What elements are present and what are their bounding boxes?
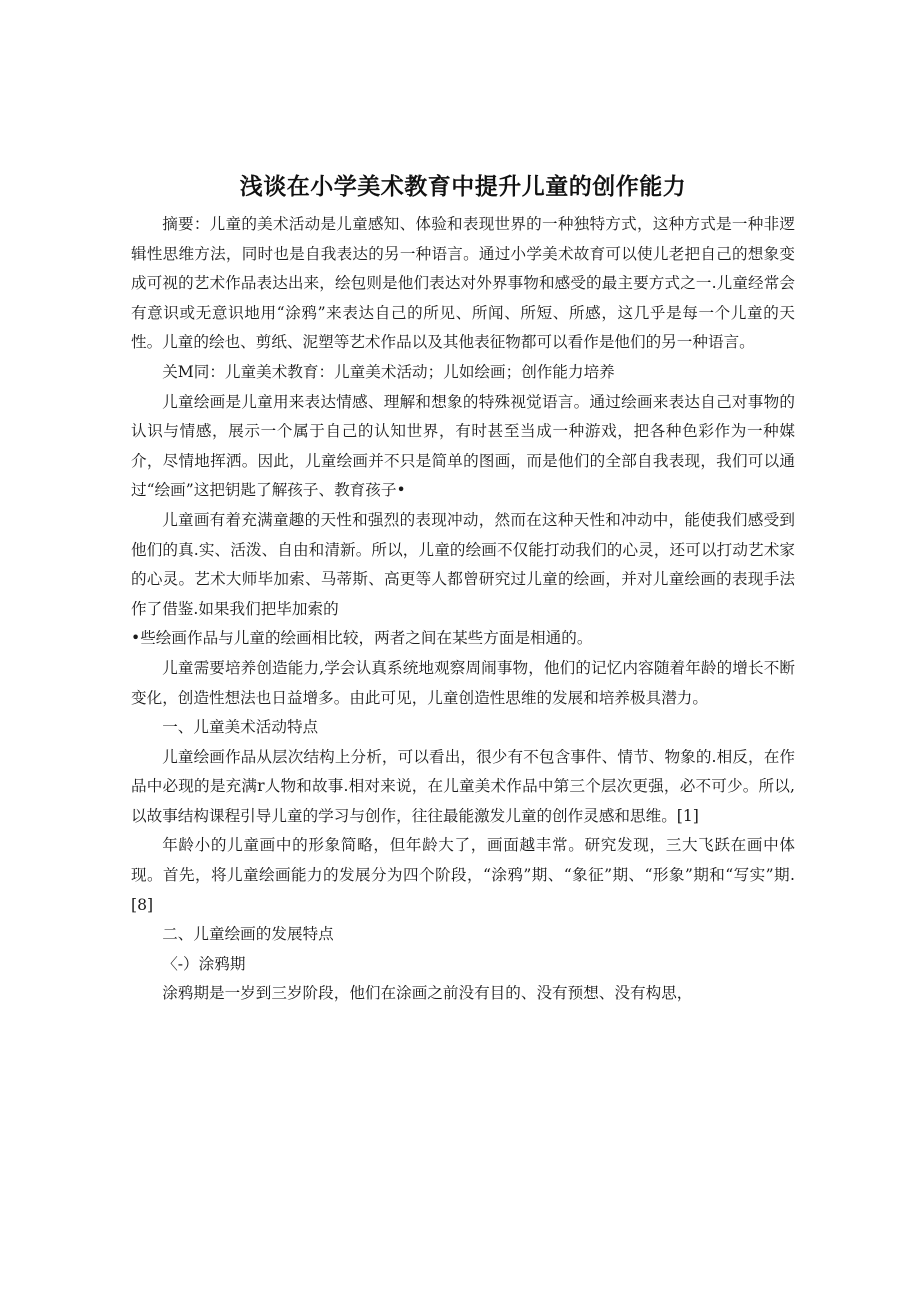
keywords-paragraph: 关M同：儿童美术教育：儿童美术活动；儿如绘画；创作能力培养 xyxy=(162,362,615,381)
body-paragraph-1: 儿童绘画是儿童用来表达情感、理解和想象的特殊视觉语言。通过绘画来表达自己对事物的认识与情感，展示一个属于自己的认知世界，有时甚至当成一种游戏，把各种色彩作为一种媒介，尽情地挥洒。因此，儿童绘画并不只是简单的图画，而是他们的全部自我表现，我们可以通过“绘画”这把钥匙了解孩子、教育孩子• xyxy=(131,392,795,500)
section-heading-2: 二、儿童绘画的发展特点 xyxy=(162,925,334,944)
subsection-heading-1: 〈-）涂鸦期 xyxy=(162,954,246,973)
body-paragraph-6: 涂鸦期是一岁到三岁阶段，他们在涂画之前没有目的、没有预想、没有构思， xyxy=(162,984,693,1003)
body-paragraph-2: 儿童画有着充满童趣的天性和强烈的表现冲动，然而在这种天性和冲动中，能使我们感受到他们的真.实、活泼、自由和清新。所以，儿童的绘画不仅能打动我们的心灵，还可以打动艺术家的心灵。艺术大师毕加索、马蒂斯、高更等人都曾研究过儿童的绘画，并对儿童绘画的表现手法作了借鉴.如果我们把毕加索的 xyxy=(131,510,795,618)
section-heading-1: 一、儿童美术活动特点 xyxy=(162,718,319,737)
document-title: 浅谈在小学美术教育中提升儿童的创作能力 xyxy=(239,174,687,200)
body-paragraph-5: 年龄小的儿童画中的形象简略，但年龄大了，画面越丰常。研究发现，三大飞跃在画中体现。首先，将儿童绘画能力的发展分为四个阶段，“涂鸦”期、“象征”期、“形象”期和“写实”期.[8] xyxy=(131,836,795,914)
body-paragraph-3: 儿童需要培养创造能力,学会认真系统地观察周闹事物，他们的记忆内容随着年龄的增长不断变化，创造性想法也日益增多。由此可见，儿童创造性思维的发展和培养极具潜力。 xyxy=(131,658,795,707)
abstract-paragraph: 摘要：儿童的美术活动是儿童感知、体验和表现世界的一种独特方式，这种方式是一种非逻辑性思维方法，同时也是自我表达的另一种语言。通过小学美术故育可以使儿老把自己的想象变成可视的艺术作品表达出来，绘包则是他们表达对外界事物和感受的最主要方式之一.儿童经常会有意识或无意识地用“涂鸦”来表达自己的所见、所闻、所短、所感，这几乎是每一个儿童的天性。儿童的绘也、剪纸、泥塑等艺术作品以及其他表征物都可以看作是他们的另一种语言。 xyxy=(131,215,795,352)
body-paragraph-4: 儿童绘画作品从层次结构上分析，可以看出，很少有不包含事件、情节、物象的.相反，在作品中必现的是充满r人物和故事.相对来说，在儿童美术作品中第三个层次更强，必不可少。所以,以故事结构课程引导儿童的学习与创作，往往最能激发儿童的创作灵感和思维。[1] xyxy=(131,747,795,825)
body-paragraph-2-continued: •些绘画作品与儿童的绘画相比较，两者之间在某些方面是相通的。 xyxy=(131,629,593,648)
